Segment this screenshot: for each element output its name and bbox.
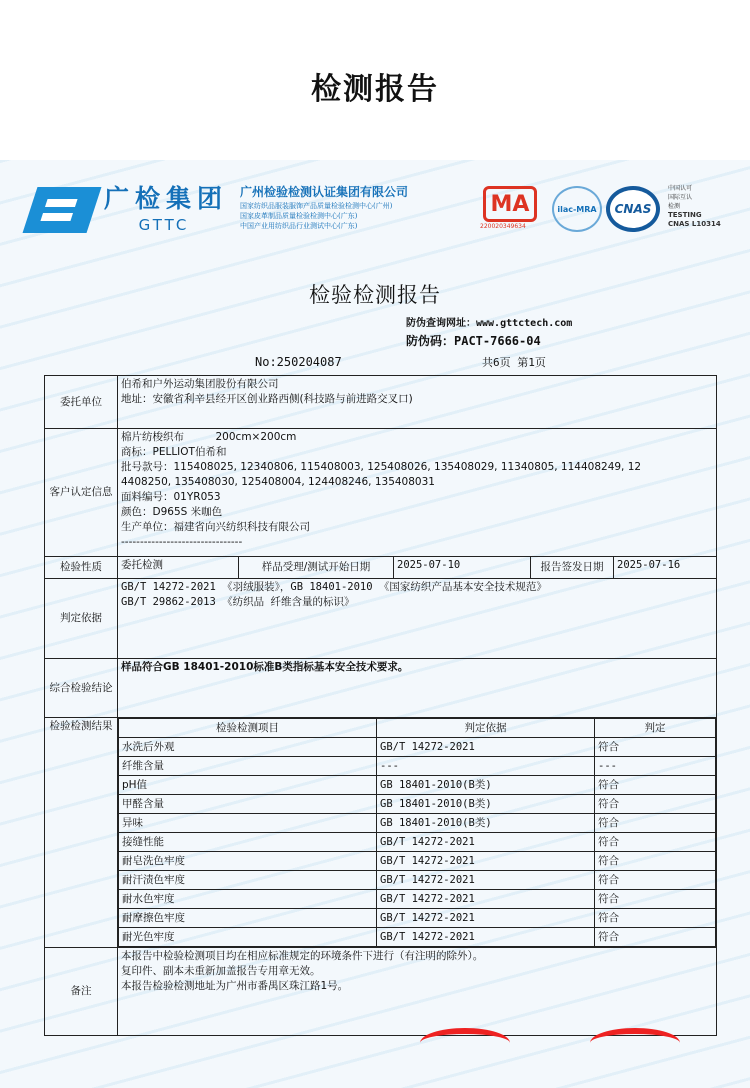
result-basis: GB 18401-2010(B类) bbox=[377, 795, 595, 814]
report-number: No:250204087 bbox=[255, 355, 342, 369]
testing-label: TESTING bbox=[668, 211, 702, 219]
client-label: 委托单位 bbox=[45, 376, 118, 429]
result-verdict: 符合 bbox=[595, 795, 716, 814]
result-verdict: 符合 bbox=[595, 871, 716, 890]
result-verdict: 符合 bbox=[595, 738, 716, 757]
company-sub: 国家纺织品服装服饰产品质量检验检测中心(广州) bbox=[240, 202, 393, 210]
anti-fake-code: 防伪码：PACT-7666-04 bbox=[406, 334, 541, 348]
results-label: 检验检测结果 bbox=[45, 718, 118, 948]
table-row bbox=[119, 871, 716, 890]
ilac-logo: ilac-MRA bbox=[552, 186, 602, 232]
result-basis: GB/T 14272-2021 bbox=[377, 738, 595, 757]
customer-info-line: 生产单位：福建省向兴纺织科技有限公司 bbox=[121, 521, 310, 533]
table-row bbox=[119, 738, 716, 757]
result-verdict: 符合 bbox=[595, 909, 716, 928]
table-row bbox=[119, 852, 716, 871]
company-name: 广州检验检测认证集团有限公司 bbox=[240, 185, 409, 199]
customer-info-line: 4408250, 135408030, 125408004, 124408246, 135408031 bbox=[121, 476, 435, 488]
table-row bbox=[119, 890, 716, 909]
testing-line: 中国认可 bbox=[668, 185, 693, 192]
result-item: 耐汗渍色牢度 bbox=[119, 871, 377, 890]
result-verdict: 符合 bbox=[595, 928, 716, 947]
conclusion-value: 样品符合GB 18401-2010标准B类指标基本安全技术要求。 bbox=[118, 659, 717, 718]
result-verdict: 符合 bbox=[595, 890, 716, 909]
received-date: 2025-07-10 bbox=[394, 557, 531, 579]
page-title: 检测报告 bbox=[311, 72, 439, 107]
result-basis: GB/T 14272-2021 bbox=[377, 909, 595, 928]
logo-en: GTTC bbox=[138, 216, 190, 234]
basis-label: 判定依据 bbox=[45, 579, 118, 659]
table-row bbox=[119, 757, 716, 776]
result-item: 甲醛含量 bbox=[119, 795, 377, 814]
client-name: 伯希和户外运动集团股份有限公司 bbox=[121, 378, 279, 390]
cma-logo: MA bbox=[483, 186, 537, 222]
col-header-basis: 判定依据 bbox=[377, 719, 595, 738]
testing-line: 国际互认 bbox=[668, 194, 693, 201]
result-verdict: 符合 bbox=[595, 776, 716, 795]
basis-line: GB/T 14272-2021 《羽绒服装》，GB 18401-2010 《国家纺织产品基本安全技术规范》 bbox=[121, 581, 547, 593]
received-label: 样品受理/测试开始日期 bbox=[239, 557, 394, 579]
customer-info-line: 商标：PELLIOT伯希和 bbox=[121, 446, 227, 458]
cma-number: 220020349634 bbox=[480, 223, 526, 230]
result-item: 水洗后外观 bbox=[119, 738, 377, 757]
seal-stamp bbox=[420, 1028, 510, 1058]
remarks-label: 备注 bbox=[45, 948, 118, 1036]
nature-value: 委托检测 bbox=[118, 557, 239, 579]
customer-info-label: 客户认定信息 bbox=[45, 429, 118, 557]
report-table bbox=[44, 375, 717, 1036]
customer-info-line: -------------------------------- bbox=[121, 536, 243, 548]
table-row bbox=[119, 928, 716, 947]
results-table bbox=[118, 718, 716, 947]
remark-line: 本报告中检验检测项目均在相应标准规定的环境条件下进行（有注明的除外）。 bbox=[121, 950, 484, 962]
company-sub: 国家皮革制品质量检验检测中心(广东) bbox=[240, 212, 358, 220]
cnas-number: CNAS L10314 bbox=[668, 220, 721, 228]
col-header-item: 检验检测项目 bbox=[119, 719, 377, 738]
issued-date: 2025-07-16 bbox=[614, 557, 717, 579]
result-item: 接缝性能 bbox=[119, 833, 377, 852]
result-item: 耐摩擦色牢度 bbox=[119, 909, 377, 928]
result-item: 纤维含量 bbox=[119, 757, 377, 776]
nature-label: 检验性质 bbox=[45, 557, 118, 579]
seal-stamp bbox=[590, 1028, 680, 1058]
result-item: 异味 bbox=[119, 814, 377, 833]
cnas-logo: CNAS bbox=[606, 186, 660, 232]
remark-line: 本报告检验检测地址为广州市番禺区珠江路1号。 bbox=[121, 980, 349, 992]
query-url: 防伪查询网址：www.gttctech.com bbox=[406, 318, 573, 329]
result-basis: GB/T 14272-2021 bbox=[377, 890, 595, 909]
company-sub: 中国产业用纺织品行业测试中心(广东) bbox=[240, 222, 358, 230]
result-basis: GB/T 14272-2021 bbox=[377, 928, 595, 947]
result-verdict: 符合 bbox=[595, 833, 716, 852]
cnas-testing bbox=[668, 184, 721, 229]
result-basis: GB 18401-2010(B类) bbox=[377, 814, 595, 833]
result-basis: GB/T 14272-2021 bbox=[377, 852, 595, 871]
col-header-verdict: 判定 bbox=[595, 719, 716, 738]
basis-line: GB/T 29862-2013 《纺织品 纤维含量的标识》 bbox=[121, 596, 355, 608]
result-verdict: 符合 bbox=[595, 814, 716, 833]
result-item: 耐水色牢度 bbox=[119, 890, 377, 909]
customer-info-line: 颜色：D965S 米咖色 bbox=[121, 506, 223, 518]
testing-line: 检测 bbox=[668, 203, 681, 210]
customer-info-line: 批号款号：115408025, 12340806, 115408003, 125408026, 135408029, 11340805, 114408249, 12 bbox=[121, 461, 642, 473]
table-row bbox=[119, 814, 716, 833]
result-item: 耐皂洗色牢度 bbox=[119, 852, 377, 871]
customer-info-line: 棉片纺梭织布 200cm×200cm bbox=[121, 431, 297, 443]
result-item: 耐光色牢度 bbox=[119, 928, 377, 947]
table-row bbox=[119, 795, 716, 814]
result-item: pH值 bbox=[119, 776, 377, 795]
result-verdict: 符合 bbox=[595, 852, 716, 871]
result-basis: GB 18401-2010(B类) bbox=[377, 776, 595, 795]
logo-cn: 广检集团 bbox=[104, 184, 229, 213]
conclusion-label: 综合检验结论 bbox=[45, 659, 118, 718]
client-address: 地址：安徽省利辛县经开区创业路西侧(科技路与前进路交叉口) bbox=[121, 393, 413, 405]
table-row bbox=[119, 776, 716, 795]
table-row bbox=[119, 833, 716, 852]
remark-line: 复印件、副本未重新加盖报告专用章无效。 bbox=[121, 965, 321, 977]
report-title: 检验检测报告 bbox=[309, 283, 441, 307]
customer-info-line: 面料编号：01YR053 bbox=[121, 491, 221, 503]
result-basis: --- bbox=[377, 757, 595, 776]
page-count: 共6页 第1页 bbox=[482, 356, 546, 369]
result-basis: GB/T 14272-2021 bbox=[377, 833, 595, 852]
result-basis: GB/T 14272-2021 bbox=[377, 871, 595, 890]
issued-label: 报告签发日期 bbox=[531, 557, 614, 579]
table-row bbox=[119, 909, 716, 928]
result-verdict: --- bbox=[595, 757, 716, 776]
